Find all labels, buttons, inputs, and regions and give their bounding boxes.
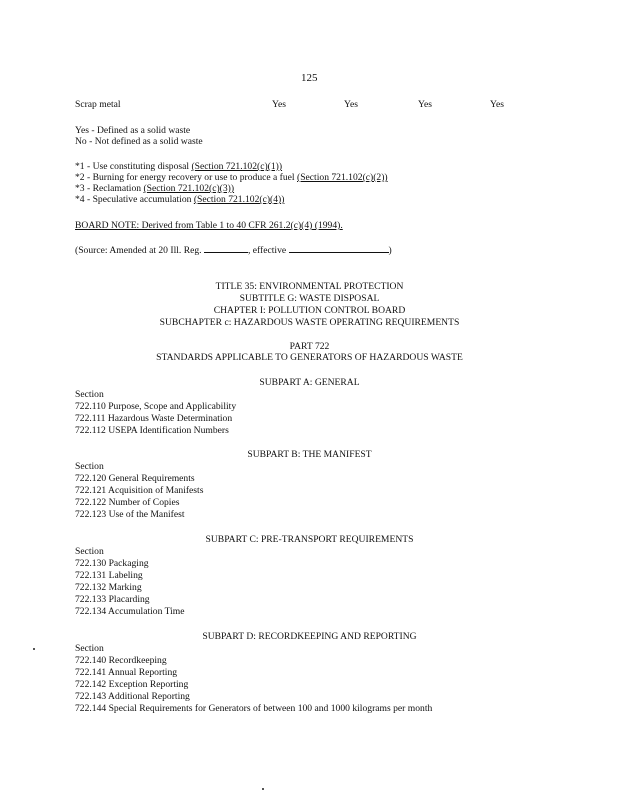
section-item: 722.121 Acquisition of Manifests xyxy=(75,485,204,496)
legend-no: No - Not defined as a solid waste xyxy=(75,136,203,147)
section-item: 722.143 Additional Reporting xyxy=(75,691,190,702)
section-item: 722.123 Use of the Manifest xyxy=(75,509,185,520)
title-heading: TITLE 35: ENVIRONMENTAL PROTECTION xyxy=(215,281,404,292)
section-item: 722.112 USEPA Identification Numbers xyxy=(75,425,229,436)
section-label: Section xyxy=(75,643,104,654)
section-item: 722.142 Exception Reporting xyxy=(75,679,189,690)
footnote-4 xyxy=(75,194,284,206)
section-item: 722.111 Hazardous Waste Determination xyxy=(75,413,233,424)
footnote-ref: (Section 721.102(c)(4)) xyxy=(193,194,285,205)
footnote-text: *4 - Speculative accumulation xyxy=(75,194,194,205)
section-item: 722.110 Purpose, Scope and Applicability xyxy=(75,401,237,412)
table-cell: Yes xyxy=(272,99,286,110)
section-item: 722.131 Labeling xyxy=(75,570,143,581)
source-prefix: (Source: Amended at 20 Ill. Reg. xyxy=(75,245,204,256)
scan-speck xyxy=(33,648,35,650)
legend-yes: Yes - Defined as a solid waste xyxy=(75,125,191,136)
scan-speck xyxy=(262,788,264,790)
part-title: STANDARDS APPLICABLE TO GENERATORS OF HAZARDOUS WASTE xyxy=(156,352,463,363)
section-item: 722.134 Accumulation Time xyxy=(75,606,185,617)
footnote-ref: (Section 721.102(c)(1)) xyxy=(191,161,283,172)
section-item: 722.130 Packaging xyxy=(75,558,149,569)
footnote-text: *2 - Burning for energy recovery or use to produce a fuel xyxy=(75,172,298,183)
blank-line xyxy=(289,243,389,253)
section-label: Section xyxy=(75,389,104,400)
section-item: 722.144 Special Requirements for Generators of between 100 and 1000 kilograms per month xyxy=(75,703,433,714)
table-row-label: Scrap metal xyxy=(75,99,121,110)
board-note: BOARD NOTE: Derived from Table 1 to 40 CFR 261.2(c)(4) (1994). xyxy=(75,220,343,231)
subtitle-heading: SUBTITLE G: WASTE DISPOSAL xyxy=(239,293,380,304)
table-cell: Yes xyxy=(490,99,504,110)
section-item: 722.140 Recordkeeping xyxy=(75,655,167,666)
chapter-heading: CHAPTER I: POLLUTION CONTROL BOARD xyxy=(213,305,406,316)
source-middle: , effective xyxy=(247,245,289,256)
footnote-text: *1 - Use constituting disposal xyxy=(75,161,192,172)
part-heading: PART 722 xyxy=(289,341,330,352)
section-item: 722.141 Annual Reporting xyxy=(75,667,178,678)
subpart-title: SUBPART D: RECORDKEEPING AND REPORTING xyxy=(202,631,417,642)
footnote-ref: (Section 721.102(c)(3)) xyxy=(143,183,235,194)
subchapter-heading: SUBCHAPTER c: HAZARDOUS WASTE OPERATING REQUIREMENTS xyxy=(159,317,460,328)
section-item: 722.120 General Requirements xyxy=(75,473,195,484)
page-number: 125 xyxy=(301,72,318,84)
section-label: Section xyxy=(75,546,104,557)
table-cell: Yes xyxy=(344,99,358,110)
section-item: 722.122 Number of Copies xyxy=(75,497,180,508)
footnote-ref: (Section 721.102(c)(2)) xyxy=(297,172,388,183)
subpart-title: SUBPART A: GENERAL xyxy=(259,377,360,388)
section-item: 722.132 Marking xyxy=(75,582,142,593)
blank-line xyxy=(204,243,248,253)
section-label: Section xyxy=(75,461,104,472)
source-note xyxy=(75,243,392,257)
subpart-title: SUBPART C: PRE-TRANSPORT REQUIREMENTS xyxy=(205,534,414,545)
section-item: 722.133 Placarding xyxy=(75,594,150,605)
table-cell: Yes xyxy=(418,99,432,110)
subpart-title: SUBPART B: THE MANIFEST xyxy=(247,449,372,460)
footnote-text: *3 - Reclamation xyxy=(75,183,144,194)
source-suffix: ) xyxy=(388,245,392,256)
